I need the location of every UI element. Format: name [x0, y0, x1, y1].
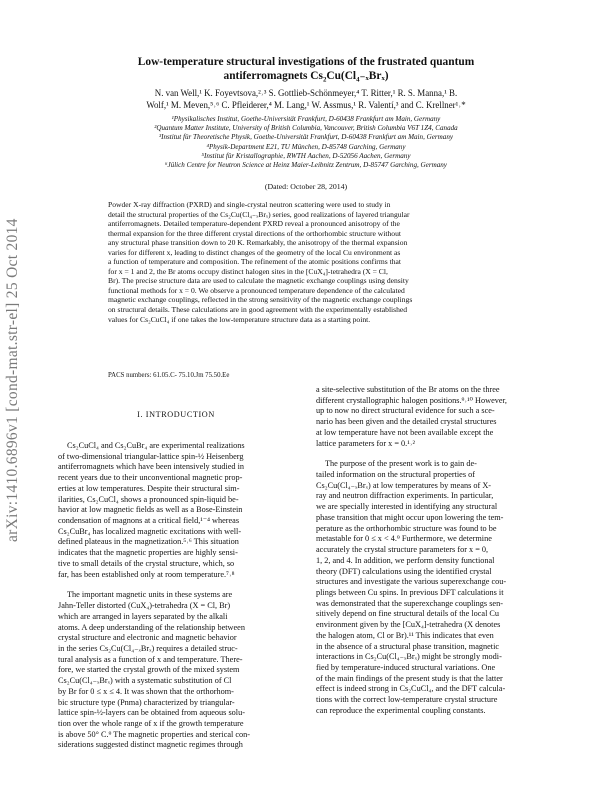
affiliation: ¹Physikalisches Institut, Goethe-Universität Frankfurt, D-60438 Frankfurt am Main, Germany [171, 115, 441, 123]
body-text-line: can reproduce the experimental coupling constants. [316, 705, 486, 715]
body-text-line: lattice parameters for x = 0.¹˒² [316, 438, 415, 448]
left-column [58, 431, 293, 751]
affiliation: ⁵Institut für Kristallographie, RWTH Aachen, D-52056 Aachen, Germany [201, 151, 411, 160]
body-text-line: indicates that the magnetic properties are highly sensi- [58, 548, 238, 558]
body-text-line: fore, we started the crystal growth of the mixed system [58, 665, 240, 675]
body-text-line: the halogen atom, Cl or Br).¹¹ This indicates that even [316, 630, 494, 640]
body-text-line: in the absence of a structural phase transition, magnetic [316, 641, 500, 651]
abstract-line: a function of temperature and composition. The refinement of the atomic positions confirms that [108, 257, 401, 267]
body-text-line: effect is indeed strong in Cs₂CuCl₄, and the DFT calcula- [316, 684, 506, 694]
body-text-line: environment given by the [CuX₄]-tetrahedra (X denotes [316, 620, 501, 630]
body-text-line: tion over the whole range of x if the growth temperature [58, 718, 244, 728]
body-text-line: metastable for 0 ≤ x < 4.⁹ Furthermore, we determine [316, 534, 492, 544]
body-text-line: crystal structure and electronic and magnetic behavior [58, 633, 237, 643]
affiliation: ⁴Physik-Department E21, TU München, D-85748 Garching, Germany [206, 142, 406, 151]
body-text-line: The important magnetic units in these systems are [67, 590, 233, 600]
body-text-line: far, has been established only at room temperature.⁷˒⁸ [58, 569, 235, 579]
body-text-line: tions with the correct low-temperature crystal structure [316, 695, 498, 705]
body-text-line: defined plateaus in the magnetization.⁵˒⁶ This situation [58, 537, 239, 547]
body-text-line: accurately the crystal structure parameters for x = 0, [316, 545, 489, 555]
body-text-line: a site-selective substitution of the Br atoms on the three [316, 385, 500, 394]
body-text-line: recent years due to their unconventional magnetic prop- [58, 473, 243, 483]
abstract-line: functional methods for x = 0. We observe a pronounced temperature dependence of the calculated [108, 285, 405, 295]
abstract-line: Powder X-ray diffraction (PXRD) and single-crystal neutron scattering were used to study in [108, 200, 391, 209]
body-text-line: condensation of magnons at a critical field,¹⁻⁴ whereas [58, 516, 240, 526]
body-text-line: of the main findings of the present study is that the latter [316, 673, 503, 683]
body-text-line: of two-dimensional triangular-lattice spin-½ Heisenberg [58, 451, 244, 461]
arxiv-identifier: arXiv:1410.6896v1 [cond-mat.str-el] 25 Oct 2014 [4, 218, 21, 542]
abstract-line: detail the structural properties of the Cs₂Cu(Cl₄₋ₓBrₓ) series, good realizations of layered triangular [108, 209, 410, 219]
author-line: N. van Well,¹ K. Foyevtsova,²˒³ S. Gottlieb-Schönmeyer,⁴ T. Ritter,¹ R. S. Manna,¹ B. [154, 88, 458, 98]
right-column [316, 385, 551, 717]
dated-line: (Dated: October 28, 2014) [264, 182, 348, 191]
body-text-line: theory (DFT) calculations using the identified crystal [316, 566, 492, 576]
body-text-line: up to now no direct structural evidence for such a sce- [316, 406, 495, 416]
body-text-line: at low temperature have not been available except the [316, 427, 494, 437]
affiliation-list [40, 115, 572, 170]
body-text-line: atoms. A deep understanding of the relationship between [58, 622, 245, 632]
body-text-line: phase transition that might occur upon lowering the tem- [316, 512, 504, 522]
body-text-line: structures and investigate the various superexchange cou- [316, 577, 507, 587]
abstract-line: thermal expansion for the three different crystal directions of the orthorhombic structure without [108, 228, 401, 238]
abstract-line: Br). The precise structure data are used to calculate the magnetic exchange couplings using density [108, 276, 409, 286]
body-text-line: fied by temperature-induced structural variations. One [316, 662, 496, 672]
body-text-line: siderations suggested distinct magnetic regimes through [58, 740, 243, 750]
body-text-line: different crystallographic halogen positions.⁹˒¹⁰ However, [316, 395, 507, 405]
body-text-line: perature as the orthorhombic structure was found to be [316, 523, 497, 533]
body-text-line: is above 50° C.⁹ The magnetic properties and sterical con- [58, 729, 251, 739]
author-list [60, 88, 552, 111]
body-text-line: The purpose of the present work is to gain de- [325, 459, 477, 469]
body-text-line: ilarities, Cs₂CuCl₄ shows a pronounced spin-liquid be- [58, 494, 239, 504]
abstract-line: antiferromagnets. Detailed temperature-dependent PXRD reveal a pronounced anisotropy of the [108, 219, 400, 229]
body-text-line: we are specially interested in identifying any structural [316, 502, 498, 512]
abstract-line: varies for different x, leading to distinct changes of the geometry of the local Cu environment as [108, 247, 401, 257]
paragraph-gap [58, 431, 293, 441]
abstract-line: on structural details. These calculations are in good agreement with the experimentally established [108, 305, 408, 315]
abstract-line: any structural phase transition down to 20 K. Remarkably, the anisotropy of the thermal expansion [108, 238, 408, 248]
pacs-numbers: PACS numbers: 61.05.C- 75.10.Jm 75.50.Ee [108, 372, 230, 379]
author-line: Wolf,¹ M. Meven,⁵˒⁶ C. Pfleiderer,⁴ M. Lang,¹ W. Assmus,¹ R. Valentí,³ and C. Krellner¹˒* [146, 99, 466, 110]
body-text-line: Jahn-Teller distorted (CuX₄)-tetrahedra (X = Cl, Br) [58, 601, 231, 611]
body-text-line: by Br for 0 ≤ x ≤ 4. It was shown that the orthorhom- [58, 686, 234, 696]
section-heading: I. INTRODUCTION [137, 410, 215, 419]
affiliation: ²Quantum Matter Institute, University of British Columbia, Vancouver, British Columbia V6T 1Z4, Canada [154, 124, 458, 133]
body-text-line: nario has been given and the detailed crystal structures [316, 417, 497, 427]
abstract-line: for x = 1 and 2, the Br atoms occupy distinct halogen sites in the [CuX₄]-tetrahedra (X = Cl, [108, 266, 388, 276]
body-text-line: sitively depend on fine structural details of the local Cu [316, 609, 500, 619]
body-text-line: which are arranged in layers separated by the alkali [58, 611, 228, 621]
body-text-line: lattice spin-½-layers can be obtained from aqueous solu- [58, 708, 245, 718]
paragraph-gap [58, 580, 293, 590]
body-text-line: was demonstrated that the superexchange couplings sen- [316, 598, 503, 608]
body-text-line: ray and neutron diffraction experiments. In particular, [316, 491, 494, 501]
body-text-line: plings between Cu spins. In previous DFT calculations it [316, 587, 504, 597]
body-text-line: interactions in Cs₂Cu(Cl₄₋ₓBrₓ) might be strongly modi- [316, 652, 502, 662]
paper-title [60, 55, 552, 83]
body-text-line: 1, 2, and 4. In addition, we perform density functional [316, 555, 495, 565]
affiliation: ⁶Jülich Centre for Neutron Science at Heinz Maier-Leibnitz Zentrum, D-85747 Garching, Germany [165, 161, 447, 170]
body-text-line: in the series Cs₂Cu(Cl₄₋ₓBrₓ) requires a detailed struc- [58, 643, 238, 653]
body-text-line: tive to small details of the crystal structure, which, so [58, 558, 235, 568]
body-text-line: tailed information on the structural properties of [316, 470, 475, 480]
body-text-line: Cs₂CuCl₄ and Cs₂CuBr₄ are experimental realizations [67, 441, 245, 450]
abstract-line: values for Cs₂CuCl₄ if one takes the low-temperature structure data as a starting point. [108, 314, 371, 324]
body-text-line: Cs₂Cu(Cl₄₋ₓBrₓ) at low temperatures by means of X- [316, 480, 492, 490]
abstract-line: magnetic exchange couplings, reflected in the strong sensitivity of the magnetic exchange couplings [108, 295, 413, 305]
body-text-line: Cs₂Cu(Cl₄₋ₓBrₓ) with a systematic substitution of Cl [58, 676, 232, 686]
body-text-line: bic structure type (Pnma) characterized by triangular- [58, 697, 235, 707]
affiliation: ³Institut für Theoretische Physik, Goethe-Universität Frankfurt, D-60438 Frankfurt am Main, Germany [158, 133, 454, 142]
body-text-line: erties at low temperatures. Despite their structural sim- [58, 483, 240, 493]
title-line: antiferromagnets Cs₂Cu(Cl₄₋ₓBrₓ) [223, 70, 389, 82]
abstract [108, 200, 504, 324]
title-line: Low-temperature structural investigations of the frustrated quantum [137, 56, 475, 68]
body-text-line: tural analysis as a function of x and temperature. There- [58, 654, 243, 664]
body-text-line: havior at low magnetic fields as well as a Bose-Einstein [58, 505, 243, 515]
body-text-line: antiferromagnets which have been intensively studied in [58, 462, 245, 472]
paragraph-gap [316, 449, 551, 459]
body-text-line: Cs₂CuBr₄ has localized magnetic excitations with well- [58, 526, 242, 536]
